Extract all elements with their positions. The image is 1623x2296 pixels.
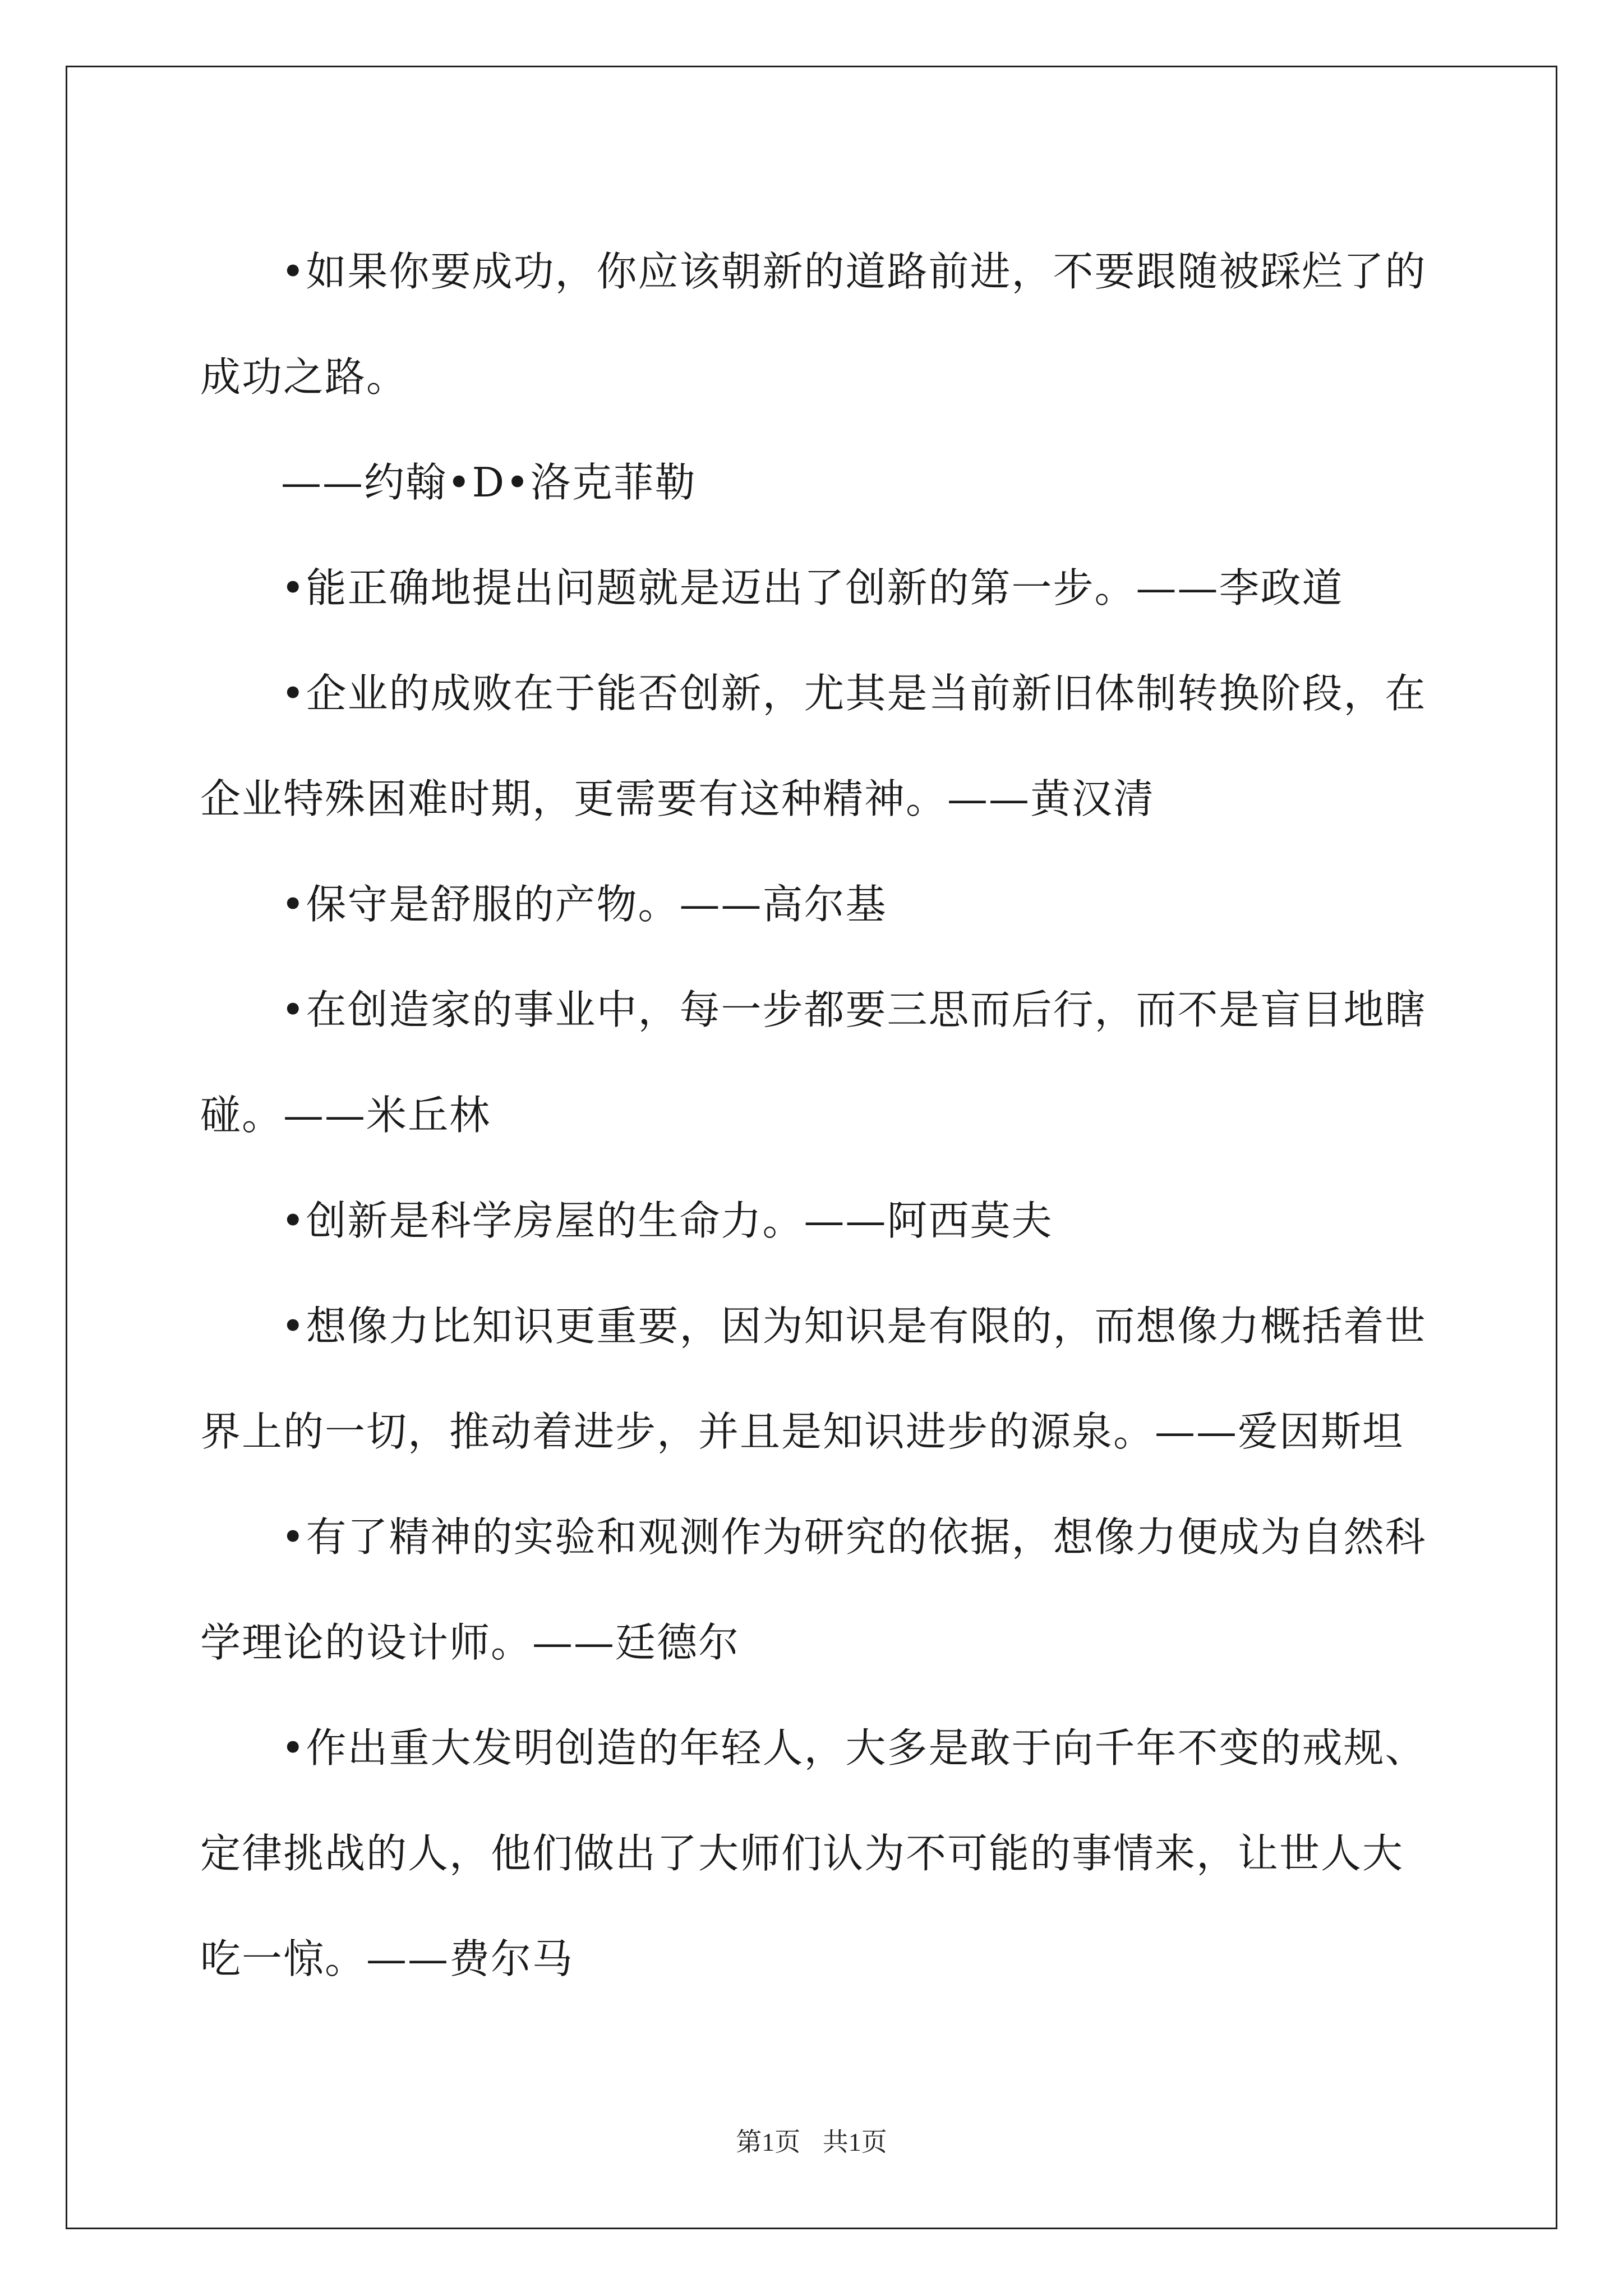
page-footer [0, 2122, 1623, 2159]
quote-paragraph: •在创造家的事业中，每一步都要三思而后行，而不是盲目地瞎碰。——米丘林 [200, 986, 1427, 1139]
quote-paragraph: •作出重大发明创造的年轻人，大多是敢于向千年不变的戒规、定律挑战的人，他们做出了大师们认为不可能的事情来，让世人大吃一惊。——费尔马 [200, 1724, 1427, 1982]
quote-attribution: ——约翰•D•洛克菲勒 [281, 459, 697, 506]
quote-paragraph: •有了精神的实验和观测作为研究的依据，想像力便成为自然科学理论的设计师。——廷德尔 [200, 1513, 1427, 1666]
page-number: 第1页 [736, 2128, 801, 2156]
document-body [200, 219, 1434, 2012]
quote-paragraph: •能正确地提出问题就是迈出了创新的第一步。——李政道 [281, 564, 1344, 611]
quote-paragraph: •企业的成败在于能否创新，尤其是当前新旧体制转换阶段，在企业特殊困难时期，更需要有这种精神。——黄汉清 [200, 670, 1427, 822]
page-total: 共1页 [822, 2128, 887, 2156]
quote-paragraph: •想像力比知识更重要，因为知识是有限的，而想像力概括着世界上的一切，推动着进步，并且是知识进步的源泉。——爱因斯坦 [200, 1303, 1427, 1455]
quote-paragraph: •创新是科学房屋的生命力。——阿西莫夫 [281, 1197, 1053, 1244]
quote-paragraph: •保守是舒服的产物。——高尔基 [281, 881, 887, 928]
quote-paragraph: •如果你要成功，你应该朝新的道路前进，不要跟随被踩烂了的成功之路。 [200, 248, 1427, 401]
